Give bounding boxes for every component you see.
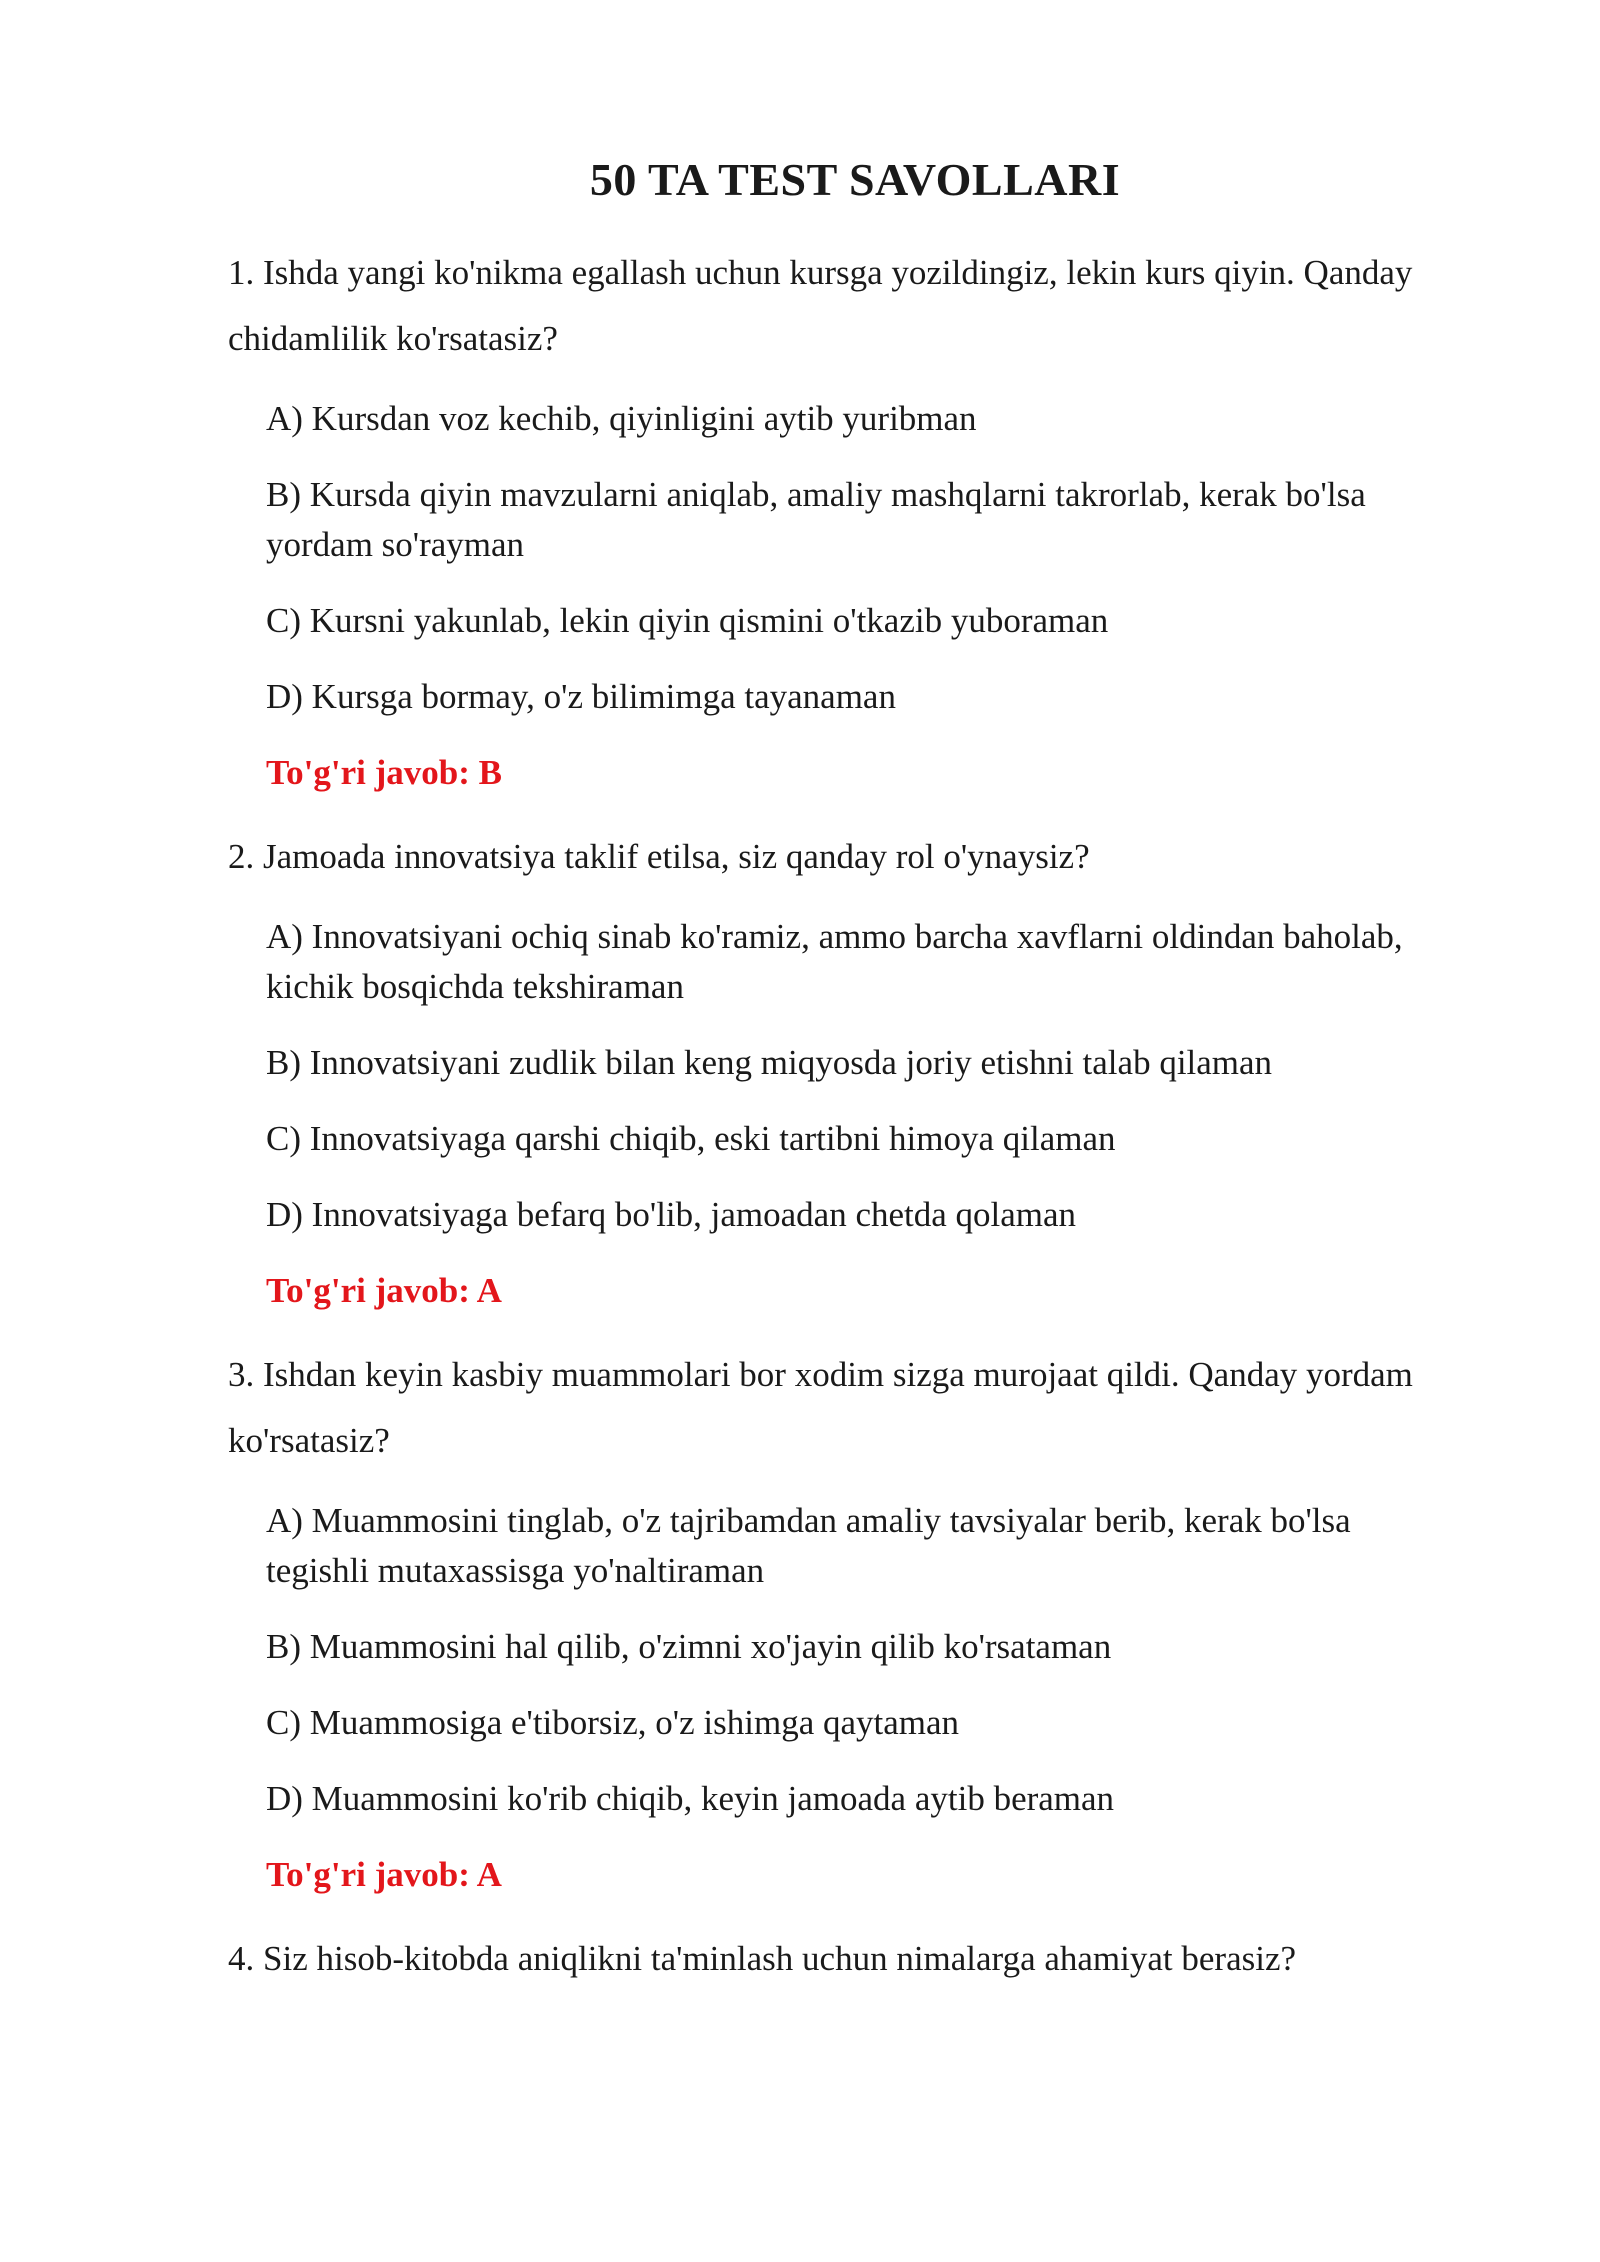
option-d: D) Innovatsiyaga befarq bo'lib, jamoadan chetda qolaman bbox=[266, 1195, 1077, 1234]
option-list bbox=[266, 1474, 1458, 1824]
option-d: D) Kursga bormay, o'z bilimimga tayanaman bbox=[266, 677, 896, 716]
option-a: A) Kursdan voz kechib, qiyinligini aytib yuribman bbox=[266, 399, 977, 438]
correct-answer: To'g'ri javob: B bbox=[266, 753, 502, 792]
question-block-1 bbox=[228, 240, 1458, 798]
question-block-2 bbox=[228, 824, 1458, 1316]
question-text: 3. Ishdan keyin kasbiy muammolari bor xodim sizga murojaat qildi. Qanday yordam ko'rsatasiz? bbox=[228, 1355, 1413, 1460]
option-b: B) Innovatsiyani zudlik bilan keng miqyosda joriy etishni talab qilaman bbox=[266, 1043, 1273, 1082]
option-b: B) Muammosini hal qilib, o'zimni xo'jayin qilib ko'rsataman bbox=[266, 1627, 1112, 1666]
option-c: C) Innovatsiyaga qarshi chiqib, eski tartibni himoya qilaman bbox=[266, 1119, 1116, 1158]
question-text: 2. Jamoada innovatsiya taklif etilsa, siz qanday rol o'ynaysiz? bbox=[228, 837, 1090, 876]
option-c: C) Kursni yakunlab, lekin qiyin qismini o'tkazib yuboraman bbox=[266, 601, 1109, 640]
question-block-3 bbox=[228, 1342, 1458, 1900]
correct-answer: To'g'ri javob: A bbox=[266, 1271, 502, 1310]
option-b: B) Kursda qiyin mavzularni aniqlab, amaliy mashqlarni takrorlab, kerak bo'lsa yordam so'rayman bbox=[266, 475, 1366, 564]
question-block-4 bbox=[228, 1926, 1458, 1992]
question-text: 4. Siz hisob-kitobda aniqlikni ta'minlash uchun nimalarga ahamiyat berasiz? bbox=[228, 1939, 1297, 1978]
page-title: 50 TA TEST SAVOLLARI bbox=[589, 154, 1121, 205]
option-list bbox=[266, 890, 1458, 1240]
option-c: C) Muammosiga e'tiborsiz, o'z ishimga qaytaman bbox=[266, 1703, 960, 1742]
questions-list bbox=[228, 240, 1458, 1992]
option-list bbox=[266, 372, 1458, 722]
option-d: D) Muammosini ko'rib chiqib, keyin jamoada aytib beraman bbox=[266, 1779, 1115, 1818]
question-text: 1. Ishda yangi ko'nikma egallash uchun kursga yozildingiz, lekin kurs qiyin. Qanday chidamlilik ko'rsatasiz? bbox=[228, 253, 1413, 358]
correct-answer: To'g'ri javob: A bbox=[266, 1855, 502, 1894]
option-a: A) Muammosini tinglab, o'z tajribamdan amaliy tavsiyalar berib, kerak bo'lsa tegishli mutaxassisga yo'naltiraman bbox=[266, 1501, 1351, 1590]
option-a: A) Innovatsiyani ochiq sinab ko'ramiz, ammo barcha xavflarni oldindan baholab, kichik bosqichda tekshiraman bbox=[266, 917, 1403, 1006]
